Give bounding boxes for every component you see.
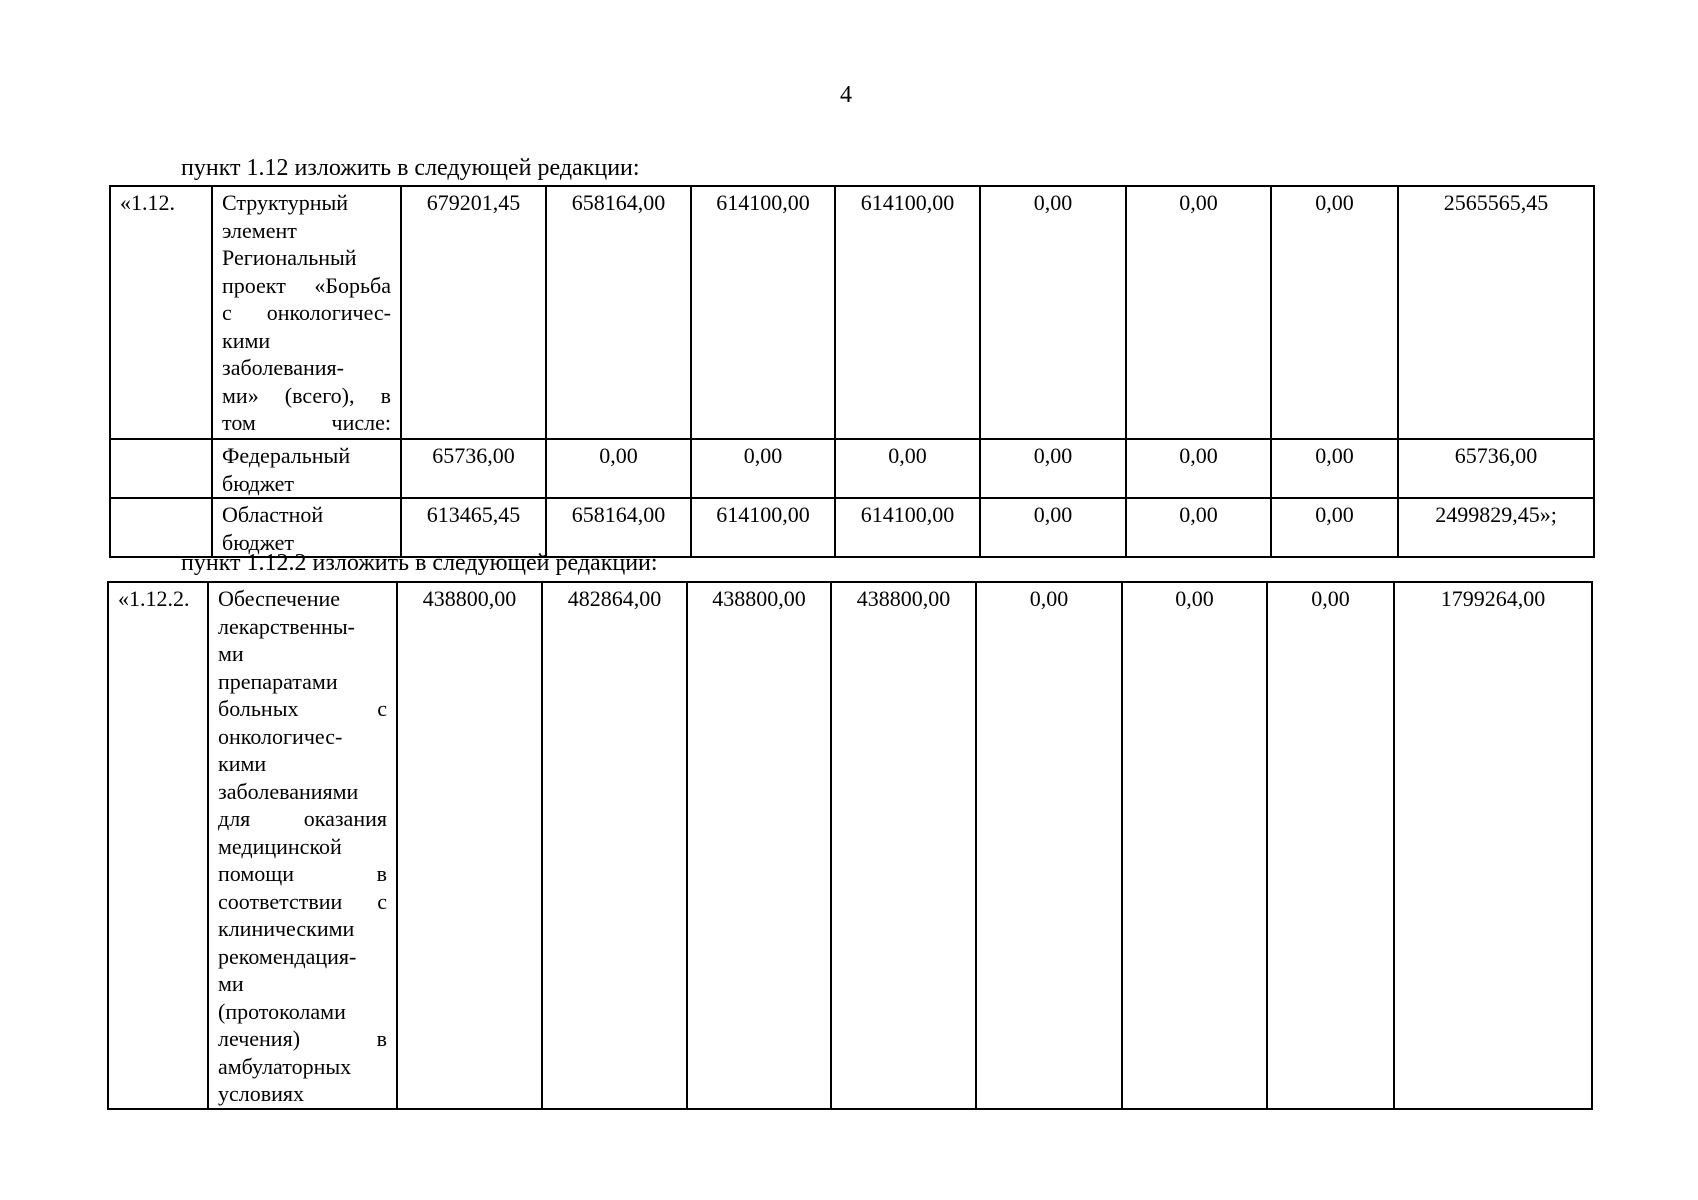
value-cell: 658164,00 [546, 498, 691, 557]
value-cell: 0,00 [1126, 498, 1271, 557]
value-cell: 0,00 [1122, 582, 1267, 1109]
item-name-line: рекомендация- [218, 943, 357, 969]
item-name-line: препаратами [218, 668, 338, 694]
total-value-cell: 65736,00 [1398, 439, 1594, 498]
value-cell: 0,00 [1271, 498, 1398, 557]
item-name-line: условиях [218, 1081, 305, 1106]
value-cell: 65736,00 [401, 439, 546, 498]
item-name-cell [212, 498, 401, 557]
item-name-cell [212, 439, 401, 498]
value-cell: 438800,00 [687, 582, 831, 1109]
item-name-cell [212, 186, 401, 439]
item-name-line: кими [218, 751, 267, 776]
item-name-line: для оказания [218, 806, 387, 831]
item-code-cell: «1.12. [110, 186, 212, 439]
value-cell: 438800,00 [831, 582, 976, 1109]
item-name-line: (протоколами [218, 998, 346, 1024]
item-code-cell [110, 498, 212, 557]
table-row [110, 498, 1594, 557]
table-row [110, 186, 1594, 439]
instruction-1-12: пункт 1.12 изложить в следующей редакции: [181, 155, 640, 181]
item-name-line: том числе: [222, 410, 391, 435]
total-value-cell: 2499829,45»; [1398, 498, 1594, 557]
item-name-line: помощи в [218, 861, 387, 886]
item-name-line: с онкологичес- [222, 300, 391, 325]
value-cell: 438800,00 [397, 582, 542, 1109]
item-name-line: лекарственны- [218, 613, 355, 639]
value-cell: 658164,00 [546, 186, 691, 439]
item-name-line: Федеральный [222, 443, 351, 468]
item-name-line: клиническими [218, 916, 355, 941]
value-cell: 0,00 [980, 439, 1126, 498]
item-name-line: бюджет [222, 470, 294, 496]
value-cell: 0,00 [1267, 582, 1394, 1109]
value-cell: 0,00 [976, 582, 1122, 1109]
value-cell: 0,00 [1126, 439, 1271, 498]
instruction-1-12-2: пункт 1.12.2 изложить в следующей редакции: [181, 550, 658, 576]
item-name-line: кими [222, 327, 271, 353]
value-cell: 0,00 [691, 439, 835, 498]
value-cell: 0,00 [1271, 186, 1398, 439]
item-name-line: Структурный [222, 190, 349, 215]
item-name-line: Областной [222, 502, 324, 527]
item-name-line: амбулаторных [218, 1053, 352, 1079]
total-value-cell: 1799264,00 [1394, 582, 1592, 1109]
item-name-line: ми» (всего), в [222, 382, 391, 408]
table-item-1-12-2 [107, 581, 1593, 1110]
item-name-line: бюджет [222, 529, 294, 555]
table-item-1-12 [109, 185, 1595, 558]
item-name-line: Региональный [222, 245, 357, 270]
item-name-line: больных с [218, 696, 387, 721]
table-row [110, 439, 1594, 498]
item-name-line: ми [218, 971, 244, 996]
item-name-line: онкологичес- [218, 723, 343, 749]
item-name-line: проект «Борьба [222, 272, 391, 298]
total-value-cell: 2565565,45 [1398, 186, 1594, 439]
item-name-line: заболевания- [222, 355, 344, 380]
item-name-line: заболеваниями [218, 778, 359, 804]
item-name-line: ми [218, 641, 244, 666]
value-cell: 0,00 [546, 439, 691, 498]
page-number: 4 [840, 82, 852, 108]
value-cell: 679201,45 [401, 186, 546, 439]
item-code-cell [110, 439, 212, 498]
value-cell: 614100,00 [691, 186, 835, 439]
item-name-line: соответствии с [218, 888, 387, 914]
value-cell: 614100,00 [835, 498, 980, 557]
item-name-line: медицинской [218, 833, 342, 859]
value-cell: 614100,00 [691, 498, 835, 557]
value-cell: 0,00 [1271, 439, 1398, 498]
value-cell: 614100,00 [835, 186, 980, 439]
item-name-line: лечения) в [218, 1026, 387, 1051]
item-name-line: Обеспечение [218, 586, 340, 611]
value-cell: 613465,45 [401, 498, 546, 557]
item-name-line: элемент [222, 217, 297, 243]
value-cell: 0,00 [835, 439, 980, 498]
item-name-cell [208, 582, 397, 1109]
table-row [108, 582, 1592, 1109]
item-code-cell: «1.12.2. [108, 582, 208, 1109]
value-cell: 482864,00 [542, 582, 687, 1109]
value-cell: 0,00 [980, 186, 1126, 439]
value-cell: 0,00 [1126, 186, 1271, 439]
value-cell: 0,00 [980, 498, 1126, 557]
